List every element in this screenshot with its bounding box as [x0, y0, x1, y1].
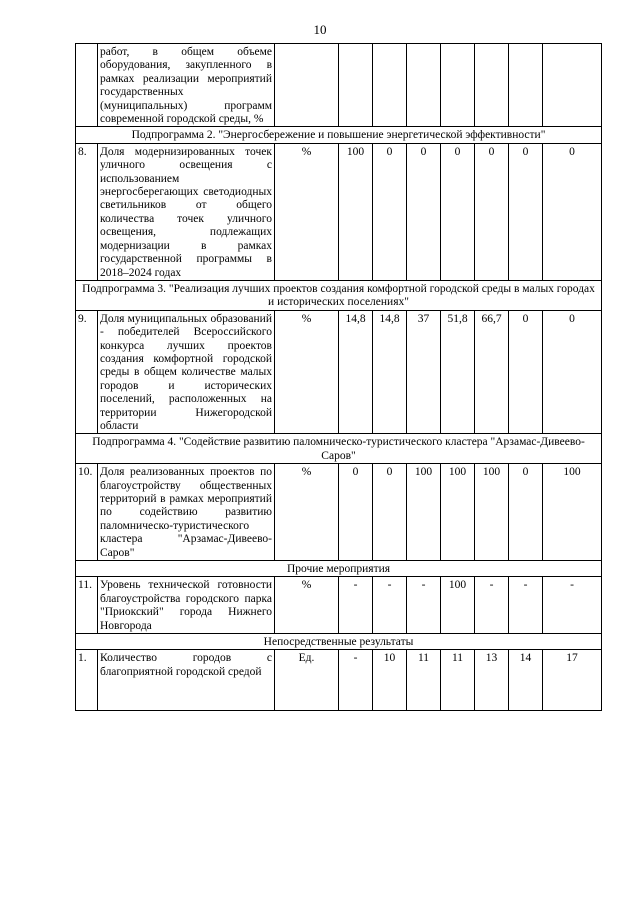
value-cell: 100 — [475, 464, 509, 561]
value-cell: - — [407, 577, 441, 634]
section-title: Подпрограмма 4. "Содействие развитию паломническо-туристического кластера "Арзамас-Дивеево-Саров" — [76, 434, 602, 464]
value-cell: 37 — [407, 310, 441, 434]
unit-cell: Ед. — [275, 650, 339, 711]
value-cell: 14,8 — [373, 310, 407, 434]
indicator-name: Доля муниципальных образований - победителей Всероссийского конкурса лучших проектов создания комфортной городской среды в общем количестве малых городов и исторических поселений, расположенных на территории Нижегородской области — [98, 310, 275, 434]
section-title: Подпрограмма 3. "Реализация лучших проектов создания комфортной городской среды в малых городах и исторических поселениях" — [76, 280, 602, 310]
value-cell — [407, 44, 441, 127]
unit-cell: % — [275, 464, 339, 561]
value-cell: 100 — [441, 577, 475, 634]
row-number: 8. — [76, 143, 98, 280]
table-row — [76, 44, 602, 127]
value-cell: 0 — [509, 464, 543, 561]
value-cell: - — [543, 577, 602, 634]
unit-cell: % — [275, 577, 339, 634]
value-cell: - — [475, 577, 509, 634]
indicator-name: Уровень технической готовности благоустройства городского парка "Приокский" города Нижнего Новгорода — [98, 577, 275, 634]
value-cell: 14 — [509, 650, 543, 711]
section-title: Непосредственные результаты — [76, 634, 602, 650]
row-number: 11. — [76, 577, 98, 634]
unit-cell: % — [275, 143, 339, 280]
section-title: Прочие мероприятия — [76, 561, 602, 577]
row-number: 10. — [76, 464, 98, 561]
value-cell: 66,7 — [475, 310, 509, 434]
value-cell: 0 — [373, 143, 407, 280]
section-title: Подпрограмма 2. "Энергосбережение и повышение энергетической эффективности" — [76, 127, 602, 143]
indicator-name: работ, в общем объеме оборудования, закупленного в рамках реализации мероприятий государственных (муниципальных) программ современной городской среды, % — [98, 44, 275, 127]
value-cell — [543, 44, 602, 127]
row-number: 1. — [76, 650, 98, 711]
value-cell: 11 — [441, 650, 475, 711]
value-cell — [441, 44, 475, 127]
value-cell: 100 — [543, 464, 602, 561]
value-cell: 0 — [509, 143, 543, 280]
value-cell — [339, 44, 373, 127]
value-cell: - — [373, 577, 407, 634]
indicator-name: Доля реализованных проектов по благоустройству общественных территорий в рамках мероприятий по содействию развитию паломническо-туристического кластера "Арзамас-Дивеево-Саров" — [98, 464, 275, 561]
table-row — [76, 310, 602, 434]
row-number: 9. — [76, 310, 98, 434]
value-cell: 0 — [441, 143, 475, 280]
value-cell: 100 — [407, 464, 441, 561]
table-row — [76, 650, 602, 711]
value-cell: 17 — [543, 650, 602, 711]
section-row — [76, 561, 602, 577]
table-body — [76, 44, 602, 711]
value-cell: 10 — [373, 650, 407, 711]
table-row — [76, 464, 602, 561]
page-number: 10 — [313, 22, 327, 37]
value-cell: 51,8 — [441, 310, 475, 434]
value-cell — [373, 44, 407, 127]
value-cell: - — [339, 650, 373, 711]
indicator-name: Количество городов с благоприятной городской средой — [98, 650, 275, 711]
table-row — [76, 143, 602, 280]
value-cell: 0 — [475, 143, 509, 280]
value-cell: 0 — [373, 464, 407, 561]
value-cell: 0 — [339, 464, 373, 561]
value-cell: 11 — [407, 650, 441, 711]
unit-cell — [275, 44, 339, 127]
section-row — [76, 127, 602, 143]
unit-cell: % — [275, 310, 339, 434]
section-row — [76, 634, 602, 650]
value-cell: 0 — [543, 310, 602, 434]
row-number — [76, 44, 98, 127]
value-cell: 0 — [543, 143, 602, 280]
section-row — [76, 280, 602, 310]
value-cell: 0 — [509, 310, 543, 434]
value-cell: - — [339, 577, 373, 634]
value-cell: 100 — [441, 464, 475, 561]
value-cell: - — [509, 577, 543, 634]
indicator-name: Доля модернизированных точек уличного освещения с использованием энергосберегающих светодиодных светильников от общего количества точек уличного освещения, подлежащих модернизации в рамках государственной программы в 2018–2024 годах — [98, 143, 275, 280]
value-cell — [475, 44, 509, 127]
value-cell — [509, 44, 543, 127]
section-row — [76, 434, 602, 464]
value-cell: 14,8 — [339, 310, 373, 434]
value-cell: 0 — [407, 143, 441, 280]
table-row — [76, 577, 602, 634]
indicators-table — [75, 43, 602, 711]
value-cell: 13 — [475, 650, 509, 711]
value-cell: 100 — [339, 143, 373, 280]
